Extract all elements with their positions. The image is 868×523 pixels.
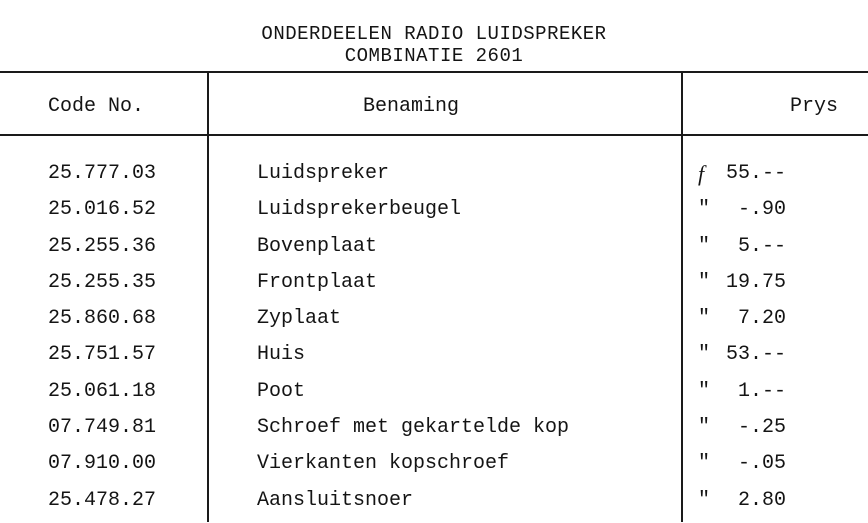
currency-mark: f xyxy=(698,161,705,186)
part-code: 25.751.57 xyxy=(48,343,157,367)
part-price: -.25 xyxy=(726,416,787,440)
part-price: 55.-- xyxy=(726,162,787,185)
table-row xyxy=(0,378,868,414)
part-name: Aansluitsnoer xyxy=(257,488,414,512)
table-row xyxy=(0,233,868,269)
ditto-mark: " xyxy=(698,307,711,331)
part-code: 25.478.27 xyxy=(48,488,157,512)
part-code: 25.255.35 xyxy=(48,270,157,294)
part-price: 1.-- xyxy=(726,379,787,403)
part-code: 25.016.52 xyxy=(48,198,157,222)
part-name: Luidsprekerbeugel xyxy=(257,198,462,222)
part-name: Huis xyxy=(257,343,306,367)
table-row xyxy=(0,450,868,486)
table-row xyxy=(0,160,868,196)
part-price: 2.80 xyxy=(726,488,787,512)
table-top-rule xyxy=(0,71,868,73)
part-price: 53.-- xyxy=(726,343,787,367)
table-header-rule xyxy=(0,134,868,136)
part-name: Frontplaat xyxy=(257,270,378,294)
column-header-code: Code No. xyxy=(48,95,145,118)
document-title-line-2: COMBINATIE 2601 xyxy=(344,45,524,67)
ditto-mark: " xyxy=(698,379,711,403)
column-header-price: Prys xyxy=(790,95,839,118)
ditto-mark: " xyxy=(698,270,711,294)
ditto-mark: " xyxy=(698,198,711,222)
parts-table-body xyxy=(0,160,868,523)
part-price: 7.20 xyxy=(726,307,787,331)
ditto-mark: " xyxy=(698,452,711,476)
table-row xyxy=(0,305,868,341)
part-name: Bovenplaat xyxy=(257,234,378,258)
part-code: 25.777.03 xyxy=(48,162,157,185)
part-name: Schroef met gekartelde kop xyxy=(257,416,570,440)
ditto-mark: " xyxy=(698,488,711,512)
part-code: 25.061.18 xyxy=(48,379,157,403)
table-row xyxy=(0,341,868,377)
document-title-line-1: ONDERDEELEN RADIO LUIDSPREKER xyxy=(261,23,607,45)
part-code: 07.749.81 xyxy=(48,416,157,440)
ditto-mark: " xyxy=(698,234,711,258)
column-header-name: Benaming xyxy=(363,95,460,118)
part-name: Poot xyxy=(257,379,306,403)
part-name: Zyplaat xyxy=(257,307,342,331)
part-price: -.90 xyxy=(726,198,787,222)
table-row xyxy=(0,414,868,450)
part-price: -.05 xyxy=(726,452,787,476)
table-row xyxy=(0,269,868,305)
part-code: 25.860.68 xyxy=(48,307,157,331)
part-price: 19.75 xyxy=(726,270,787,294)
part-price: 5.-- xyxy=(726,234,787,258)
part-name: Vierkanten kopschroef xyxy=(257,452,510,476)
part-name: Luidspreker xyxy=(257,162,390,185)
ditto-mark: " xyxy=(698,416,711,440)
ditto-mark: " xyxy=(698,343,711,367)
table-row xyxy=(0,487,868,523)
table-row xyxy=(0,196,868,232)
part-code: 07.910.00 xyxy=(48,452,157,476)
part-code: 25.255.36 xyxy=(48,234,157,258)
